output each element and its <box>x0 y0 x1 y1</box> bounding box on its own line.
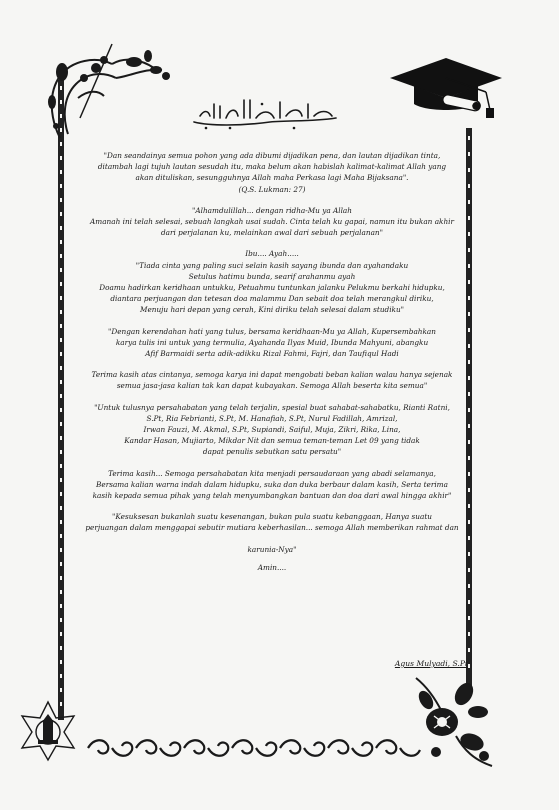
dedication-line: karya tulis ini untuk yang termulia, Ayahanda Ilyas Muid, Ibunda Mahyuni, abangku <box>115 337 429 347</box>
ibu-line: "Tiada cinta yang paling suci selain kasih sayang ibunda dan ayahandaku <box>135 260 409 270</box>
friends-line: Irwan Fauzi, M. Akmal, S.Pt, Supiandi, Saiful, Muja, Zikri, Rika, Lina, <box>143 425 401 435</box>
dedication-line: "Dengan kerendahan hati yang tulus, bersama keridhaan-Mu ya Allah, Kupersembahkan <box>108 326 436 336</box>
ibu-line: Setulus hatimu bunda, searif arahanmu ayah <box>188 271 356 281</box>
friends-line: dapat penulis sebutkan satu persatu" <box>202 447 342 457</box>
acknowledgement-text <box>78 150 466 573</box>
hamdalah-line: "Alhamdulillah... dengan ridha-Mu ya Allah <box>192 205 352 215</box>
friends-line: S.Pt, Ria Febrianti, S.Pt, M. Hanafiah, S.Pt, Nurul Fadillah, Amrizal, <box>146 413 398 423</box>
author-signature: Agus Mulyadi, S.Pt <box>394 659 468 668</box>
dedication-line: Afif Barmaidi serta adik-adikku Rizal Fahmi, Fajri, dan Taufiqul Hadi <box>145 349 399 359</box>
floral-corner-bottom-right-icon <box>412 672 496 768</box>
closing-line: karunia-Nya" <box>247 544 297 554</box>
quote-source: (Q.S. Lukman: 27) <box>238 184 306 194</box>
hamdalah-line: dari perjalanan ku, melainkan awal dari sebuah perjalanan" <box>161 228 383 238</box>
graduation-cap-icon <box>386 52 506 122</box>
terima-line: Bersama kalian warna indah dalam hidupku, suka dan duka berbaur dalam kasih, Serta terima <box>96 479 448 489</box>
scroll-border-icon <box>84 736 424 760</box>
ibu-line: Doamu hadirkan keridhaan untukku, Petuahmu tuntunkan jalanku Pelukmu berkahi hidupku, <box>99 283 445 293</box>
ibu-title: Ibu.... Ayah..... <box>245 249 299 259</box>
terima-line: kasih kepada semua pihak yang telah menyumbangkan bantuan dan doa dari awal hingga akhir" <box>92 491 452 501</box>
friends-line: Kandar Hasan, Mujiarto, Mikdar Nit dan semua teman-teman Let 09 yang tidak <box>124 436 420 446</box>
closing-line: perjuangan dalam menggapai sebutir mutiara keberhasilan... semoga Allah memberikan rahmat dan <box>85 523 459 533</box>
ibu-line: Menuju hari depan yang cerah, Kini diriku telah selesai dalam studiku" <box>139 305 405 315</box>
bismillah-calligraphy-icon <box>190 96 340 130</box>
ibu-line: diantara perjuangan dan tetesan doa malammu Dan sebait doa telah merangkul diriku, <box>110 294 434 304</box>
thanks-line: Terima kasih atas cintanya, semoga karya ini dapat mengobati beban kalian walau hanya sejenak <box>91 370 453 380</box>
quote-line: ditambah lagi tujuh lautan sesudah itu, maka belum akan habislah kalimat-kalimat Allah yang <box>97 162 447 172</box>
hamdalah-line: Amanah ini telah selesai, sebuah langkah usai sudah. Cinta telah ku gapai, namun itu bukan akhir <box>90 217 454 227</box>
friends-line: "Untuk tulusnya persahabatan yang telah terjalin, spesial buat sahabat-sahabatku, Rianti Ratni, <box>94 402 450 412</box>
left-column-border-icon <box>55 80 67 720</box>
quote-line: akan dituliskan, sesungguhnya Allah maha Perkasa lagi Maha Bijaksana". <box>135 173 409 183</box>
floral-corner-top-left-icon <box>38 38 168 148</box>
university-emblem-icon <box>16 700 80 762</box>
quote-line: "Dan seandainya semua pohon yang ada dibumi dijadikan pena, dan lautan dijadikan tinta, <box>103 151 441 160</box>
terima-line: Terima kasih... Semoga persahabatan kita menjadi persaudaraan yang abadi selamanya, <box>108 468 436 478</box>
thanks-line: semua jasa-jasa kalian tak kan dapat kubayakan. Semoga Allah beserta kita semua" <box>116 381 428 391</box>
closing-line: "Kesuksesan bukanlah suatu kesenangan, bukan pula suatu kebanggaan, Hanya suatu <box>112 512 432 522</box>
amin-line: Amin.... <box>257 562 287 572</box>
